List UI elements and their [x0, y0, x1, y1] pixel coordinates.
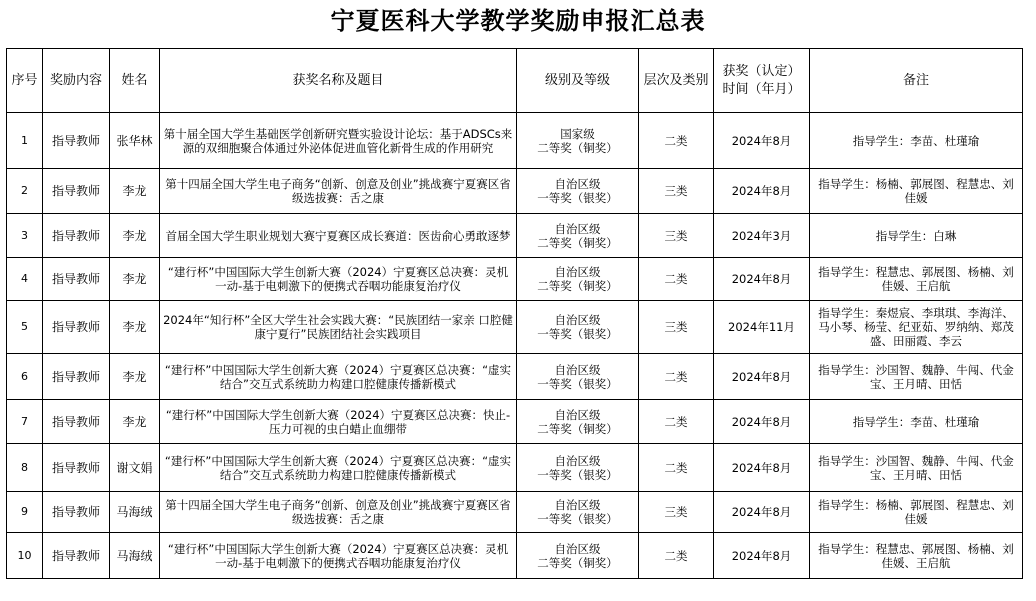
cell-award-title: “建行杯”中国国际大学生创新大赛（2024）宁夏赛区总决赛：“虚实结合”交互式系统助力构建口腔健康传播新模式 [160, 444, 517, 492]
cell-award-type: 指导教师 [43, 533, 110, 579]
col-header-time: 获奖（认定）时间（年月） [714, 49, 810, 113]
cell-note: 指导学生：李苗、杜瑾瑜 [810, 113, 1023, 169]
cell-level [517, 214, 639, 258]
table-row [7, 258, 1023, 301]
cell-award-title: 第十四届全国大学生电子商务“创新、创意及创业”挑战赛宁夏赛区省级选拔赛：舌之康 [160, 169, 517, 214]
cell-category: 三类 [639, 169, 714, 214]
grade-text: 一等奖（银奖） [537, 512, 618, 526]
cell-time: 2024年8月 [714, 354, 810, 400]
grade-text: 一等奖（银奖） [537, 327, 618, 341]
cell-time: 2024年8月 [714, 444, 810, 492]
cell-seq: 3 [7, 214, 43, 258]
cell-time: 2024年8月 [714, 400, 810, 444]
grade-text: 一等奖（银奖） [537, 467, 618, 482]
col-header-category: 层次及类别 [639, 49, 714, 113]
col-header-level: 级别及等级 [517, 49, 639, 113]
level-text: 自治区级 [554, 407, 601, 422]
cell-award-type: 指导教师 [43, 400, 110, 444]
cell-note: 指导学生：杨楠、郭展图、程慧忠、刘佳媛 [810, 169, 1023, 214]
cell-category: 二类 [639, 444, 714, 492]
level-text: 自治区级 [554, 498, 601, 512]
cell-name: 李龙 [110, 169, 160, 214]
table-row [7, 533, 1023, 579]
cell-award-type: 指导教师 [43, 258, 110, 301]
grade-text: 二等奖（铜奖） [537, 235, 618, 250]
cell-seq: 1 [7, 113, 43, 169]
cell-name: 马海绒 [110, 533, 160, 579]
header-row [7, 49, 1023, 113]
cell-name: 李龙 [110, 400, 160, 444]
cell-name: 张华林 [110, 113, 160, 169]
grade-text: 二等奖（铜奖） [537, 279, 618, 293]
cell-level [517, 492, 639, 533]
cell-note: 指导学生：程慧忠、郭展图、杨楠、刘佳媛、王启航 [810, 258, 1023, 301]
level-text: 自治区级 [554, 453, 601, 468]
cell-award-title: 2024年“知行杯”全区大学生社会实践大赛：“民族团结一家亲 口腔健康宁夏行”民族团结社会实践项目 [160, 301, 517, 354]
cell-name: 李龙 [110, 214, 160, 258]
cell-seq: 9 [7, 492, 43, 533]
table-row [7, 444, 1023, 492]
level-text: 自治区级 [554, 177, 601, 191]
cell-note: 指导学生：杨楠、郭展图、程慧忠、刘佳媛 [810, 492, 1023, 533]
cell-note: 指导学生：沙国智、魏静、牛闯、代金宝、王月晴、田恬 [810, 444, 1023, 492]
cell-note: 指导学生：白琳 [810, 214, 1023, 258]
cell-time: 2024年8月 [714, 492, 810, 533]
grade-text: 二等奖（铜奖） [537, 421, 618, 436]
cell-award-title: “建行杯”中国国际大学生创新大赛（2024）宁夏赛区总决赛：灵机一动-基于电刺激下的便携式吞咽功能康复治疗仪 [160, 533, 517, 579]
cell-category: 三类 [639, 492, 714, 533]
cell-level [517, 354, 639, 400]
cell-award-title: “建行杯”中国国际大学生创新大赛（2024）宁夏赛区总决赛：“虚实结合”交互式系统助力构建口腔健康传播新模式 [160, 354, 517, 400]
cell-award-type: 指导教师 [43, 214, 110, 258]
cell-category: 二类 [639, 400, 714, 444]
table-row [7, 354, 1023, 400]
cell-award-type: 指导教师 [43, 492, 110, 533]
level-text: 自治区级 [554, 221, 601, 236]
cell-level [517, 113, 639, 169]
cell-category: 二类 [639, 258, 714, 301]
grade-text: 二等奖（铜奖） [537, 140, 618, 155]
cell-category: 二类 [639, 533, 714, 579]
cell-level [517, 444, 639, 492]
cell-time: 2024年8月 [714, 169, 810, 214]
cell-level [517, 258, 639, 301]
cell-seq: 4 [7, 258, 43, 301]
cell-level [517, 301, 639, 354]
table-row [7, 169, 1023, 214]
cell-award-title: 第十四届全国大学生电子商务“创新、创意及创业”挑战赛宁夏赛区省级选拔赛：舌之康 [160, 492, 517, 533]
cell-note: 指导学生：李苗、杜瑾瑜 [810, 400, 1023, 444]
cell-level [517, 400, 639, 444]
cell-category: 三类 [639, 214, 714, 258]
grade-text: 一等奖（银奖） [537, 376, 618, 391]
cell-award-type: 指导教师 [43, 169, 110, 214]
cell-category: 二类 [639, 354, 714, 400]
cell-time: 2024年3月 [714, 214, 810, 258]
cell-seq: 6 [7, 354, 43, 400]
cell-name: 谢文娟 [110, 444, 160, 492]
col-header-award-type: 奖励内容 [43, 49, 110, 113]
cell-award-type: 指导教师 [43, 354, 110, 400]
table-row [7, 400, 1023, 444]
cell-seq: 5 [7, 301, 43, 354]
cell-award-title: “建行杯”中国国际大学生创新大赛（2024）宁夏赛区总决赛：灵机一动-基于电刺激下的便携式吞咽功能康复治疗仪 [160, 258, 517, 301]
col-header-seq: 序号 [7, 49, 43, 113]
cell-award-type: 指导教师 [43, 444, 110, 492]
cell-category: 三类 [639, 301, 714, 354]
table-row [7, 113, 1023, 169]
award-summary-table [6, 48, 1023, 579]
col-header-name: 姓名 [110, 49, 160, 113]
cell-award-title: 首届全国大学生职业规划大赛宁夏赛区成长赛道：医齿俞心勇敢逐梦 [160, 214, 517, 258]
cell-note: 指导学生：程慧忠、郭展图、杨楠、刘佳媛、王启航 [810, 533, 1023, 579]
cell-seq: 8 [7, 444, 43, 492]
table-row [7, 301, 1023, 354]
cell-note: 指导学生：沙国智、魏静、牛闯、代金宝、王月晴、田恬 [810, 354, 1023, 400]
level-text: 自治区级 [554, 541, 601, 556]
col-header-award-title: 获奖名称及题目 [160, 49, 517, 113]
table-row [7, 214, 1023, 258]
cell-name: 李龙 [110, 354, 160, 400]
cell-seq: 10 [7, 533, 43, 579]
grade-text: 二等奖（铜奖） [537, 555, 618, 570]
cell-name: 马海绒 [110, 492, 160, 533]
cell-award-title: 第十届全国大学生基础医学创新研究暨实验设计论坛：基于ADSCs来源的双细胞聚合体通过外泌体促进血管化新骨生成的作用研究 [160, 113, 517, 169]
cell-category: 二类 [639, 113, 714, 169]
cell-time: 2024年8月 [714, 113, 810, 169]
table-row [7, 492, 1023, 533]
cell-seq: 7 [7, 400, 43, 444]
page-title: 宁夏医科大学教学奖励申报汇总表 [330, 6, 706, 35]
cell-name: 李龙 [110, 258, 160, 301]
level-text: 自治区级 [554, 313, 601, 327]
cell-award-type: 指导教师 [43, 301, 110, 354]
cell-level [517, 169, 639, 214]
cell-name: 李龙 [110, 301, 160, 354]
cell-seq: 2 [7, 169, 43, 214]
cell-time: 2024年8月 [714, 533, 810, 579]
grade-text: 一等奖（银奖） [537, 191, 618, 205]
cell-time: 2024年11月 [714, 301, 810, 354]
level-text: 自治区级 [554, 362, 601, 377]
cell-level [517, 533, 639, 579]
cell-note: 指导学生：秦煜宸、李琪琪、李海洋、马小琴、杨莹、纪亚茹、罗纳纳、郑茂盛、田丽霞、李云 [810, 301, 1023, 354]
cell-award-title: “建行杯”中国国际大学生创新大赛（2024）宁夏赛区总决赛：快止-压力可视的虫白蜡止血绷带 [160, 400, 517, 444]
level-text: 国家级 [560, 126, 595, 141]
col-header-note: 备注 [810, 49, 1023, 113]
cell-time: 2024年8月 [714, 258, 810, 301]
level-text: 自治区级 [554, 265, 601, 279]
cell-award-type: 指导教师 [43, 113, 110, 169]
